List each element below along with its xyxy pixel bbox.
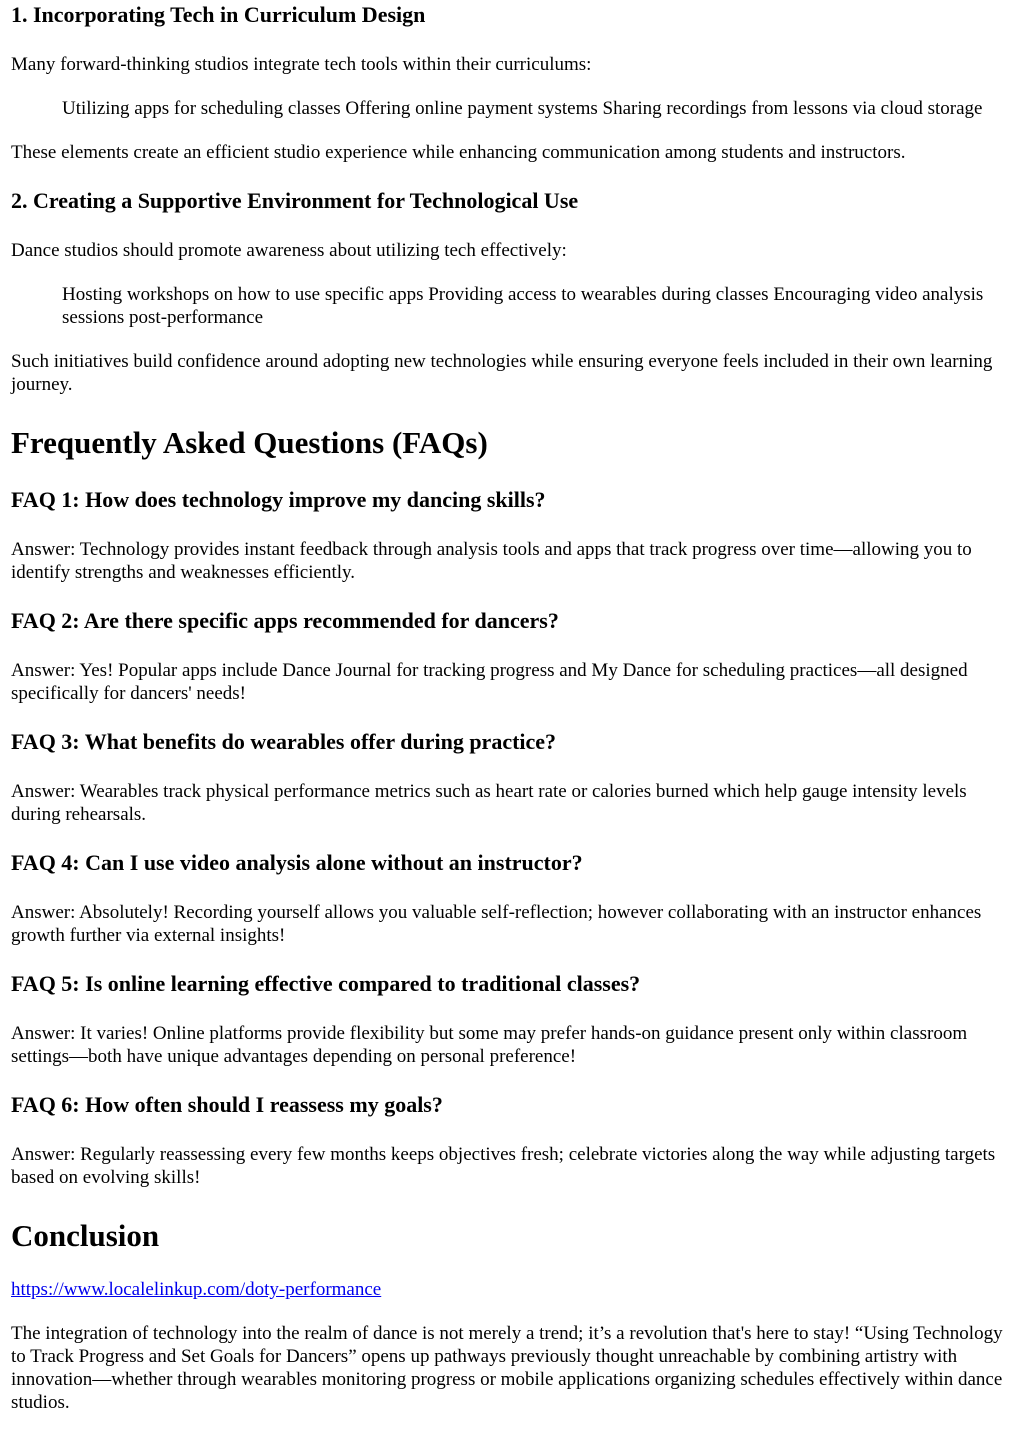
faq-6-question: FAQ 6: How often should I reassess my goals? — [11, 1092, 443, 1117]
conclusion-title: Conclusion — [11, 1218, 160, 1253]
faq-1-question: FAQ 1: How does technology improve my dancing skills? — [11, 487, 546, 512]
faq-3-question: FAQ 3: What benefits do wearables offer during practice? — [11, 729, 557, 754]
faq-4-answer: Answer: Absolutely! Recording yourself allows you valuable self-reflection; however collaborating with an instructor enhances growth further via external insights! — [11, 902, 982, 946]
article-body — [0, 2, 1024, 1414]
faq-3-answer: Answer: Wearables track physical performance metrics such as heart rate or calories burned which help gauge intensity levels during rehearsals. — [11, 781, 967, 825]
conclusion-body: The integration of technology into the realm of dance is not merely a trend; it’s a revolution that's here to stay! “Using Technology to Track Progress and Set Goals for Dancers” opens up pathways previously thought unreachable by combining artistry with innovation—whether through wearables monitoring progress or mobile applications organizing schedules effectively within dance studios. — [11, 1323, 1003, 1413]
conclusion-link-paragraph — [11, 1278, 1013, 1301]
faq-2-answer: Answer: Yes! Popular apps include Dance Journal for tracking progress and My Dance for scheduling practices—all designed specifically for dancers' needs! — [11, 660, 968, 704]
faq-5-question: FAQ 5: Is online learning effective compared to traditional classes? — [11, 971, 641, 996]
faq-2-question: FAQ 2: Are there specific apps recommended for dancers? — [11, 608, 559, 633]
section-2-heading: 2. Creating a Supportive Environment for Technological Use — [11, 188, 579, 213]
doty-performance-link[interactable]: https://www.localelinkup.com/doty-performance — [11, 1279, 382, 1300]
section-1-outro: These elements create an efficient studio experience while enhancing communication among students and instructors. — [11, 142, 906, 163]
faq-4-question: FAQ 4: Can I use video analysis alone without an instructor? — [11, 850, 583, 875]
faq-5-answer: Answer: It varies! Online platforms provide flexibility but some may prefer hands-on guidance present only within classroom settings—both have unique advantages depending on personal preference! — [11, 1023, 968, 1067]
faq-1-answer: Answer: Technology provides instant feedback through analysis tools and apps that track progress over time—allowing you to identify strengths and weaknesses efficiently. — [11, 539, 972, 583]
faq-title: Frequently Asked Questions (FAQs) — [11, 425, 488, 460]
section-2-quote: Hosting workshops on how to use specific apps Providing access to wearables during classes Encouraging video analysis sessions post-performance — [62, 284, 984, 328]
section-1-intro: Many forward-thinking studios integrate tech tools within their curriculums: — [11, 54, 592, 75]
section-2-intro: Dance studios should promote awareness about utilizing tech effectively: — [11, 240, 567, 261]
section-2-outro: Such initiatives build confidence around adopting new technologies while ensuring everyone feels included in their own learning journey. — [11, 351, 993, 395]
faq-6-answer: Answer: Regularly reassessing every few months keeps objectives fresh; celebrate victories along the way while adjusting targets based on evolving skills! — [11, 1144, 996, 1188]
section-1-quote: Utilizing apps for scheduling classes Offering online payment systems Sharing recordings from lessons via cloud storage — [62, 98, 983, 119]
section-1-heading: 1. Incorporating Tech in Curriculum Design — [11, 2, 426, 27]
